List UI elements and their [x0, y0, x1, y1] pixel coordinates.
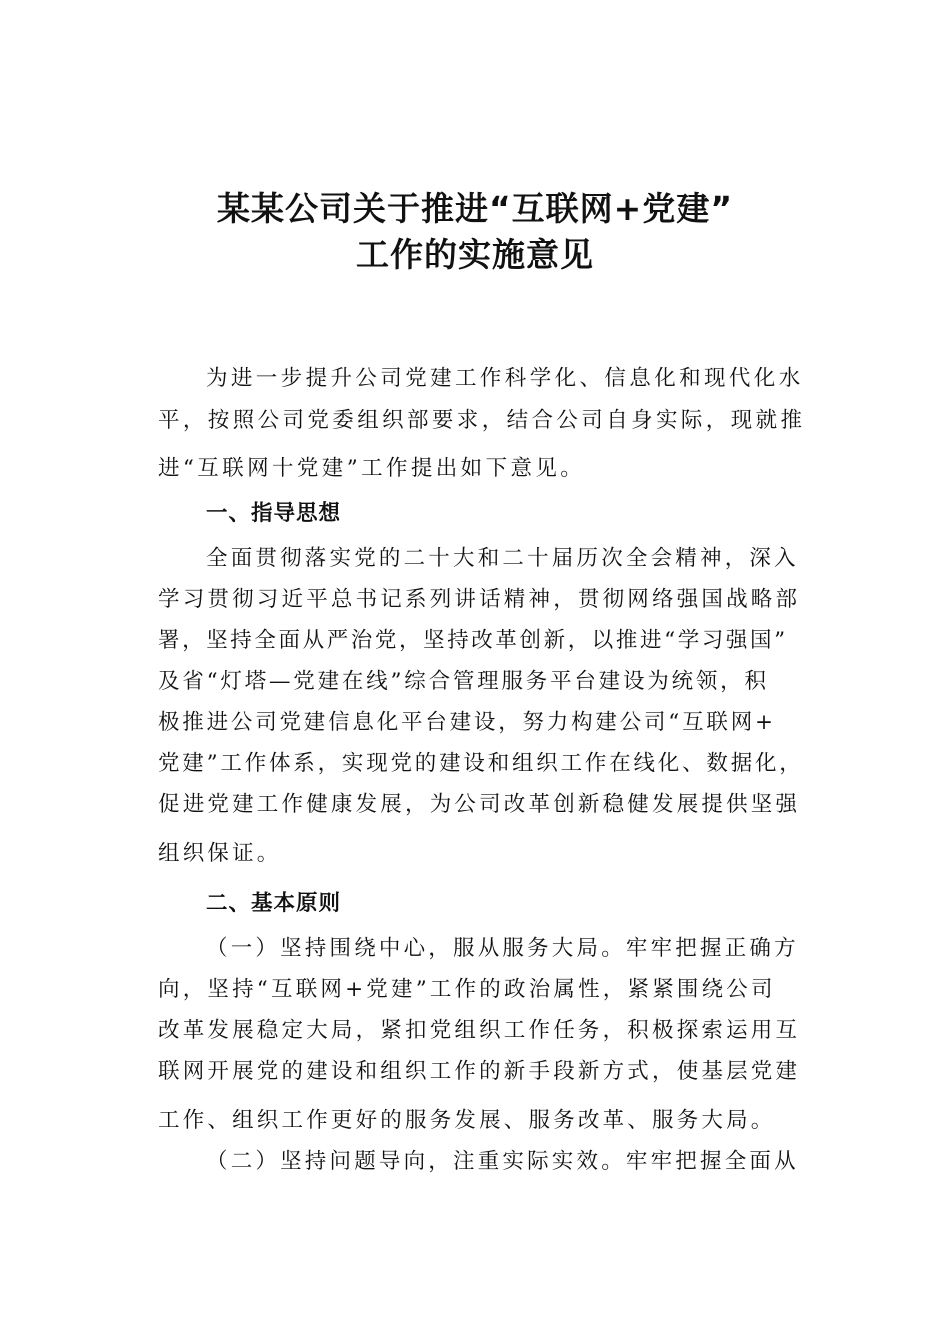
section1-line-7: 促进党建工作健康发展，为公司改革创新稳健发展提供坚强: [158, 792, 801, 817]
title-line-1: 某某公司关于推进“互联网+党建”: [216, 189, 734, 228]
section2-item2-paragraph: [158, 1141, 822, 1182]
intro-line-1: 为进一步提升公司党建工作科学化、信息化和现代化水: [206, 366, 804, 391]
section-heading-guiding-thought: 一、指导思想: [206, 501, 342, 526]
section1-paragraph: [158, 538, 822, 874]
section1-line-6: 党建”工作体系，实现党的建设和组织工作在线化、数据化，: [158, 751, 804, 776]
section1-line-8: 组织保证。: [158, 841, 282, 866]
section-heading-basic-principles: 二、基本原则: [206, 891, 342, 916]
item1-line-5: 工作、组织工作更好的服务发展、服务改革、服务大局。: [158, 1108, 776, 1133]
item1-line-2: 向，坚持“互联网+党建”工作的政治属性，紧紧围绕公司: [158, 977, 776, 1002]
section1-line-4: 及省“灯塔—党建在线”综合管理服务平台建设为统领，积: [158, 669, 769, 694]
intro-line-2: 平，按照公司党委组织部要求，结合公司自身实际，现就推: [158, 408, 806, 433]
intro-paragraph: [158, 358, 822, 490]
item1-line-4: 联网开展党的建设和组织工作的新手段新方式，使基层党建: [158, 1059, 801, 1084]
intro-line-3: 进“互联网十党建”工作提出如下意见。: [158, 456, 586, 481]
section1-line-5: 极推进公司党建信息化平台建设，努力构建公司“互联网+: [158, 710, 776, 735]
item1-line-3: 改革发展稳定大局，紧扣党组织工作任务，积极探索运用互: [158, 1018, 801, 1043]
document-body: [158, 358, 822, 1182]
section1-line-2: 学习贯彻习近平总书记系列讲话精神，贯彻网络强国战略部: [158, 587, 801, 612]
section2-item1-paragraph: [158, 928, 822, 1141]
item2-line-1: （二）坚持问题导向，注重实际实效。牢牢把握全面从: [206, 1149, 799, 1174]
title-line-2: 工作的实施意见: [356, 235, 594, 274]
item1-line-1: （一）坚持围绕中心，服从服务大局。牢牢把握正确方: [206, 936, 799, 961]
section1-line-3: 署，坚持全面从严治党，坚持改革创新，以推进“学习强国”: [158, 628, 788, 653]
section1-line-1: 全面贯彻落实党的二十大和二十届历次全会精神，深入: [206, 546, 799, 571]
document-title: [0, 186, 950, 278]
